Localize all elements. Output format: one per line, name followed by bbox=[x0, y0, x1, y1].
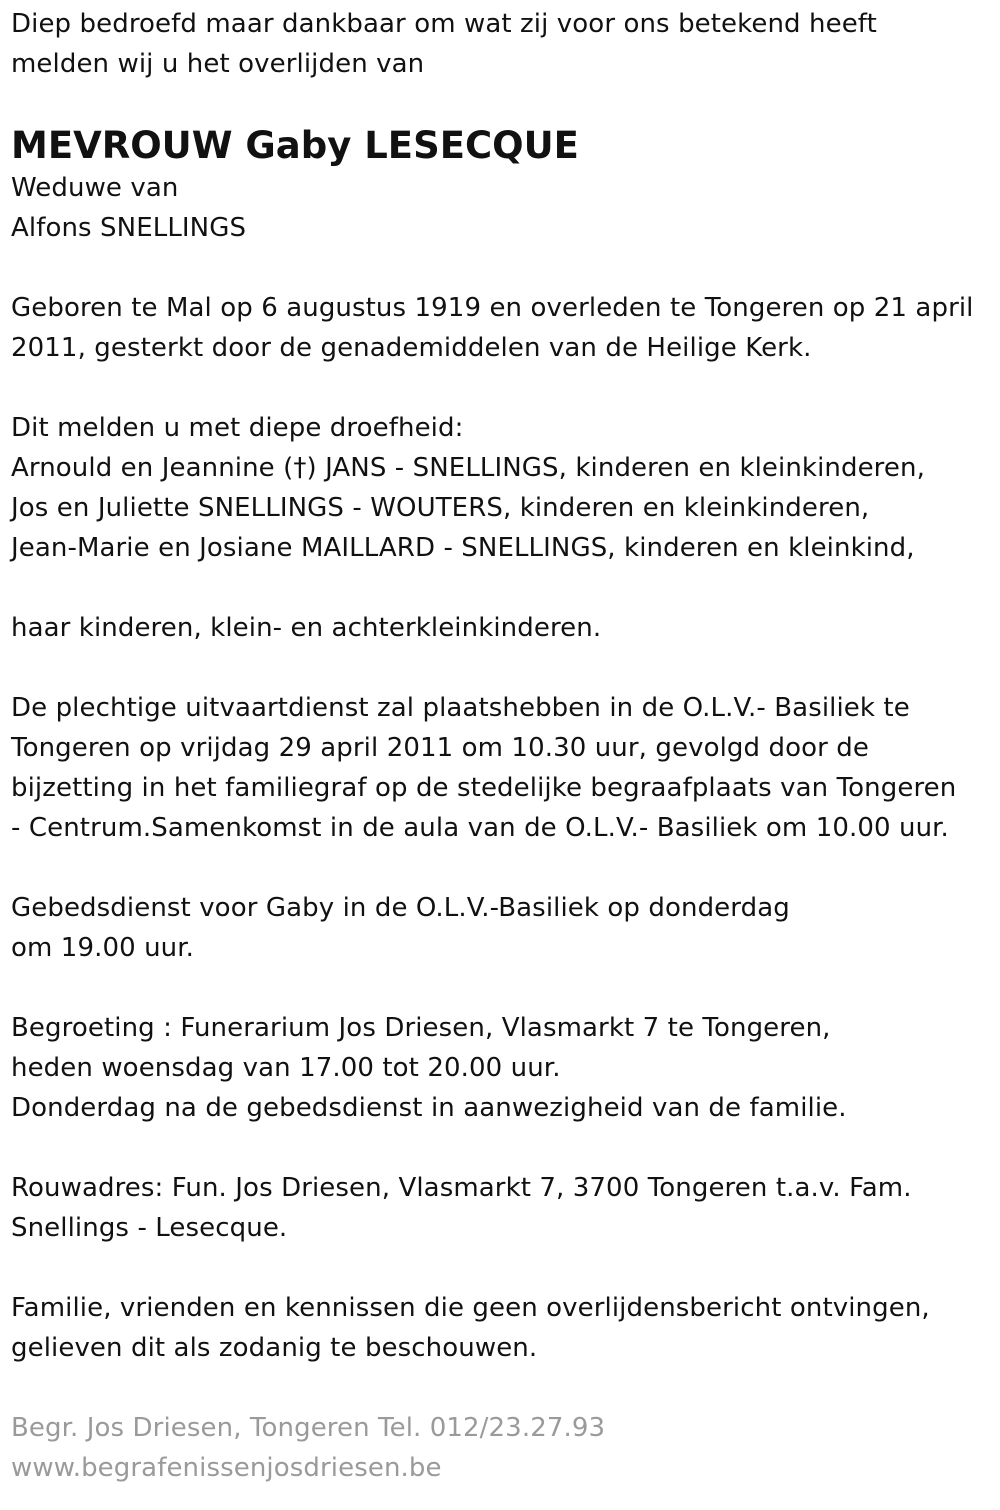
announcers-intro: Dit melden u met diepe droefheid: bbox=[11, 413, 464, 443]
birth-death-paragraph bbox=[11, 288, 991, 368]
undertaker-contact: Begr. Jos Driesen, Tongeren Tel. 012/23.27.93 bbox=[11, 1413, 606, 1443]
deceased-name: MEVROUW Gaby LESECQUE bbox=[11, 124, 579, 167]
funeral-line-4: - Centrum.Samenkomst in de aula van de O.L.V.- Basiliek om 10.00 uur. bbox=[11, 813, 949, 843]
greeting-line-1: Begroeting : Funerarium Jos Driesen, Vlasmarkt 7 te Tongeren, bbox=[11, 1013, 831, 1043]
closing-line-1: Familie, vrienden en kennissen die geen overlijdensbericht ontvingen, bbox=[11, 1293, 930, 1323]
birth-death-line-1: Geboren te Mal op 6 augustus 1919 en overleden te Tongeren op 21 april bbox=[11, 293, 974, 323]
address-line-2: Snellings - Lesecque. bbox=[11, 1213, 288, 1243]
intro-paragraph bbox=[11, 4, 991, 84]
intro-line-1: Diep bedroefd maar dankbaar om wat zij voor ons betekend heeft bbox=[11, 9, 877, 39]
descendants-line: haar kinderen, klein- en achterkleinkinderen. bbox=[11, 613, 602, 643]
widow-info bbox=[11, 168, 991, 248]
birth-death-line-2: 2011, gesterkt door de genademiddelen van de Heilige Kerk. bbox=[11, 333, 812, 363]
descendants-paragraph bbox=[11, 608, 991, 648]
greeting-line-2: heden woensdag van 17.00 tot 20.00 uur. bbox=[11, 1053, 561, 1083]
prayer-paragraph bbox=[11, 888, 991, 968]
intro-line-2: melden wij u het overlijden van bbox=[11, 49, 425, 79]
prayer-line-1: Gebedsdienst voor Gaby in de O.L.V.-Basiliek op donderdag bbox=[11, 893, 790, 923]
spouse-name: Alfons SNELLINGS bbox=[11, 213, 247, 243]
address-paragraph bbox=[11, 1168, 991, 1248]
announcer-family-2: Jos en Juliette SNELLINGS - WOUTERS, kinderen en kleinkinderen, bbox=[11, 493, 870, 523]
greeting-paragraph bbox=[11, 1008, 991, 1128]
closing-paragraph bbox=[11, 1288, 991, 1368]
death-notice bbox=[11, 4, 991, 1488]
undertaker-website[interactable]: www.begrafenissenjosdriesen.be bbox=[11, 1453, 442, 1483]
announcer-family-1: Arnould en Jeannine (†) JANS - SNELLINGS, kinderen en kleinkinderen, bbox=[11, 453, 925, 483]
widow-label: Weduwe van bbox=[11, 173, 179, 203]
address-line-1: Rouwadres: Fun. Jos Driesen, Vlasmarkt 7, 3700 Tongeren t.a.v. Fam. bbox=[11, 1173, 912, 1203]
closing-line-2: gelieven dit als zodanig te beschouwen. bbox=[11, 1333, 538, 1363]
undertaker-footer bbox=[11, 1408, 991, 1488]
funeral-line-3: bijzetting in het familiegraf op de stedelijke begraafplaats van Tongeren bbox=[11, 773, 957, 803]
funeral-paragraph bbox=[11, 688, 991, 848]
funeral-line-1: De plechtige uitvaartdienst zal plaatshebben in de O.L.V.- Basiliek te bbox=[11, 693, 910, 723]
announcers-paragraph bbox=[11, 408, 991, 568]
funeral-line-2: Tongeren op vrijdag 29 april 2011 om 10.30 uur, gevolgd door de bbox=[11, 733, 869, 763]
prayer-line-2: om 19.00 uur. bbox=[11, 933, 195, 963]
greeting-line-3: Donderdag na de gebedsdienst in aanwezigheid van de familie. bbox=[11, 1093, 847, 1123]
announcer-family-3: Jean-Marie en Josiane MAILLARD - SNELLINGS, kinderen en kleinkind, bbox=[11, 533, 915, 563]
